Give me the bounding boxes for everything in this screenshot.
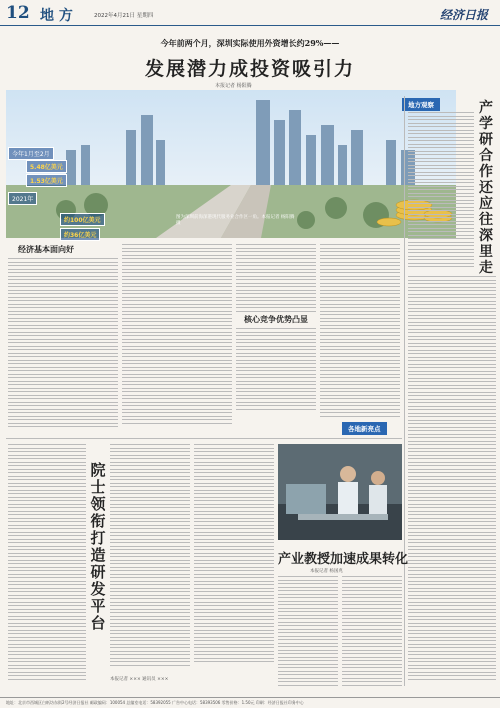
stat-callout-1	[8, 147, 54, 160]
lab-photo	[278, 444, 402, 540]
section-title: 地 方	[40, 8, 73, 24]
lead-text-column-1	[8, 244, 118, 434]
side-story-text-1	[8, 444, 86, 684]
stat-value: 5.48亿美元	[30, 164, 63, 171]
stat-value: 约100亿美元	[64, 217, 101, 224]
stat-label: 2021年	[12, 196, 34, 203]
lab-workers-illustration	[278, 444, 402, 540]
subhead: 核心竞争优势凸显	[244, 314, 308, 324]
right-headline: 产学研合作还应往深里走	[479, 100, 493, 276]
sidebar-tag: 地方观察	[402, 98, 440, 111]
bottom-story-text-1	[278, 576, 338, 688]
bottom-story-text-2	[342, 576, 402, 688]
bottom-story-headline: 产业教授加速成果转化	[278, 552, 409, 567]
lead-text-column-3	[236, 244, 316, 434]
side-story-byline: 本报记者 ××× 通讯员 ×××	[110, 677, 169, 682]
stat-callout-2-value	[60, 213, 105, 226]
page-number: 12	[6, 3, 30, 23]
subhead: 经济基本面向好	[18, 244, 74, 254]
issue-date: 2022年4月21日 星期四	[94, 13, 154, 19]
stat-callout-1-value	[26, 160, 67, 173]
stat-label: 今年1月至2月	[12, 151, 50, 158]
lead-text-column-2	[122, 244, 232, 434]
stat-callout-1-value2	[26, 174, 67, 187]
side-story-text-3	[194, 444, 274, 669]
lead-byline: 本报记者 杨阳腾	[215, 83, 252, 89]
stat-callout-2	[8, 192, 37, 205]
stat-callout-3-value	[60, 228, 100, 241]
page-header	[0, 0, 500, 26]
stat-value: 1.53亿美元	[30, 178, 63, 185]
sidebar-text-column-2	[408, 276, 496, 686]
lead-headline: 发展潜力成投资吸引力	[144, 58, 355, 80]
bottom-story-byline: 本报记者 杨国兆	[310, 569, 343, 574]
lead-text-column-4	[320, 244, 400, 424]
section-tag-new-highlights: 各地新亮点	[342, 422, 387, 435]
stat-value: 约36亿美元	[64, 232, 97, 239]
photo-caption: 图为深圳前海深港现代服务业合作区一角。本报记者 杨阳腾摄	[176, 215, 295, 226]
side-story-text-2	[110, 444, 190, 669]
column-divider	[404, 96, 405, 686]
sidebar-text-column-1	[408, 112, 474, 272]
side-story-headline: 院士领衔打造研发平台	[90, 461, 106, 632]
newspaper-logo: 经济日报	[440, 8, 489, 22]
page-footer: 地址：北京市西城区白纸坊东街2号经济日报社 邮政编码：100054 总编室电话：58392055 广告中心电话：58393506 零售价格：1.50元 印刷：经济日报社印务中心	[0, 697, 500, 708]
lead-kicker: 今年前两个月，深圳实际使用外资增长约29%——	[160, 38, 340, 48]
section-divider	[6, 438, 402, 439]
